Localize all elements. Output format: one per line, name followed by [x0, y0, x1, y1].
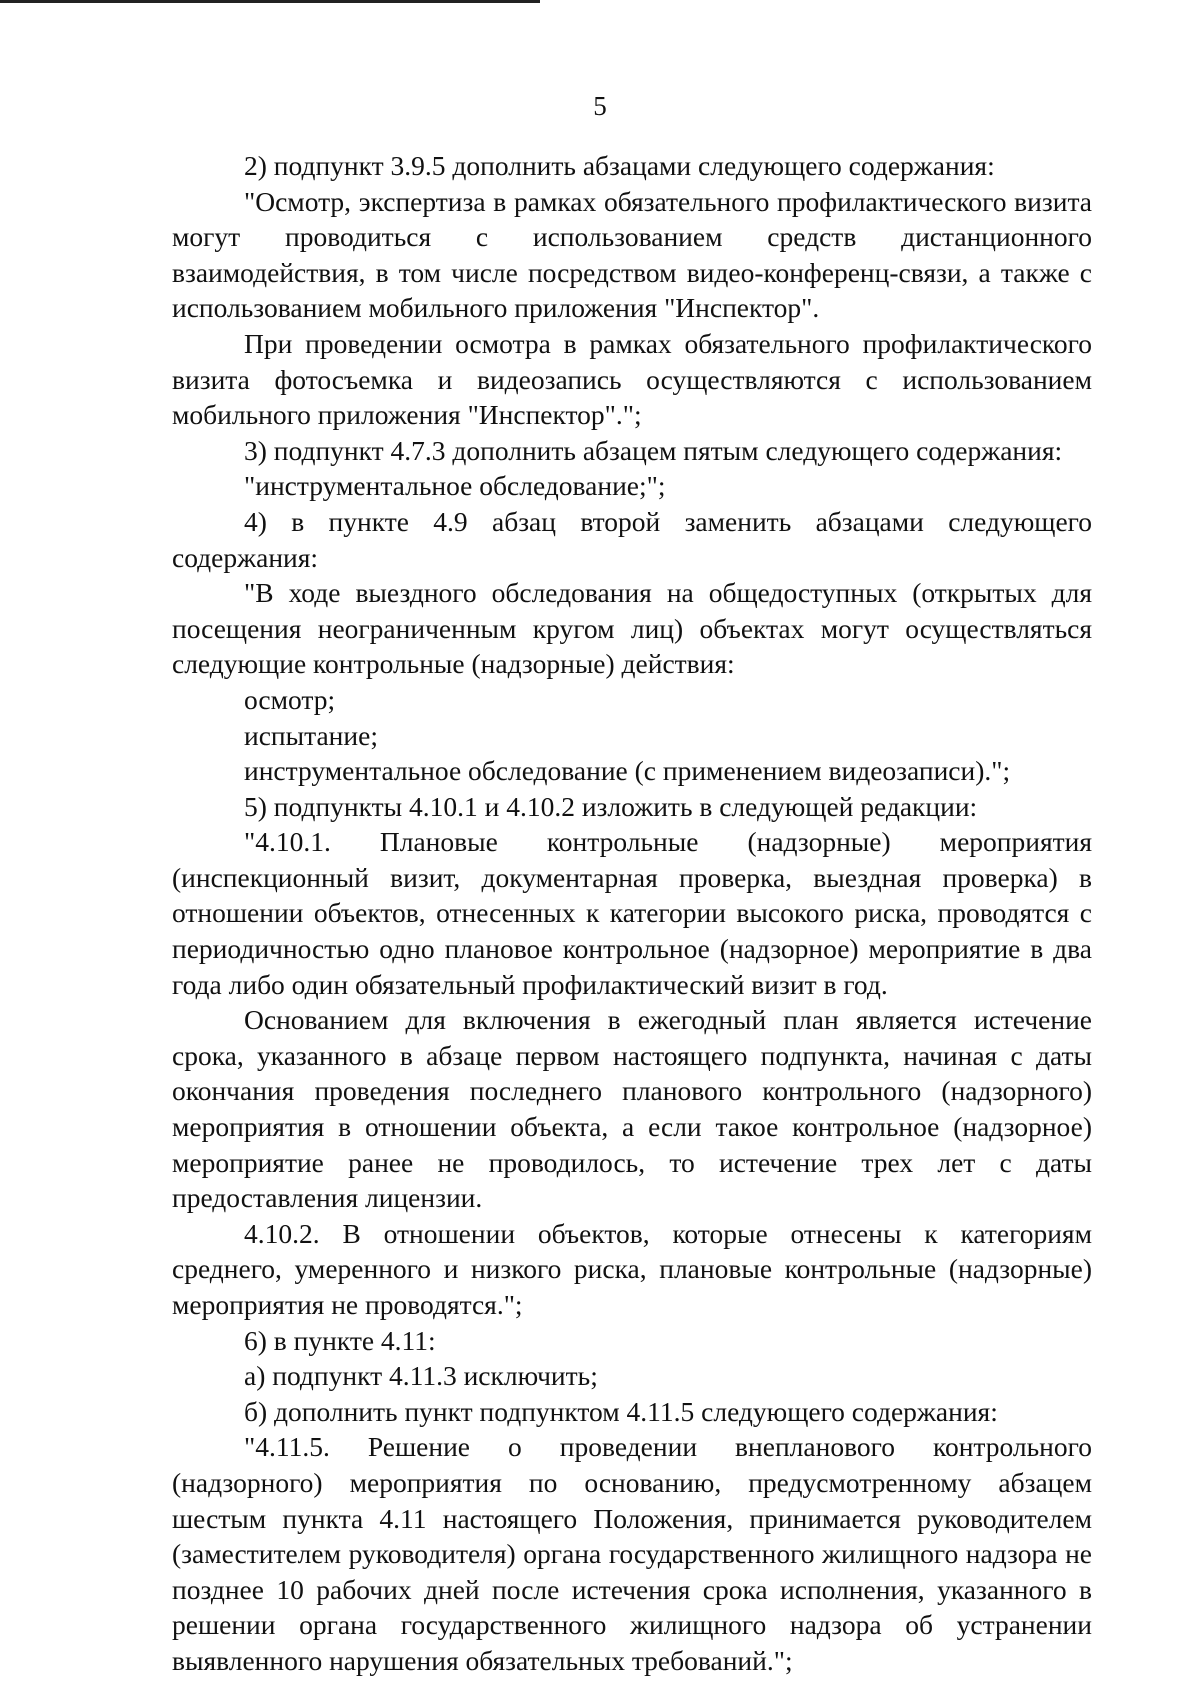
paragraph: испытание; [244, 719, 378, 751]
paragraph: а) подпункт 4.11.3 исключить; [244, 1360, 598, 1392]
paragraph: инструментальное обследование (с применением видеозаписи)."; [244, 755, 1011, 787]
page-number: 5 [593, 91, 607, 121]
paragraph: При проведении осмотра в рамках обязательного профилактического визита фотосъемка и видеозапись осуществляются с использованием мобильного приложения "Инспектор"."; [172, 327, 1092, 431]
paragraph: осмотр; [244, 683, 336, 715]
paragraph: 6) в пункте 4.11: [244, 1324, 436, 1356]
top-rule [0, 0, 540, 3]
paragraph: 3) подпункт 4.7.3 дополнить абзацем пятым следующего содержания: [244, 434, 1063, 466]
paragraph: 4.10.2. В отношении объектов, которые отнесены к категориям среднего, умеренного и низкого риска, плановые контрольные (надзорные) мероприятия не проводятся."; [172, 1217, 1092, 1320]
paragraph: б) дополнить пункт подпунктом 4.11.5 следующего содержания: [244, 1395, 998, 1427]
paragraph: 4) в пункте 4.9 абзац второй заменить абзацами следующего содержания: [172, 505, 1092, 573]
paragraph: 2) подпункт 3.9.5 дополнить абзацами следующего содержания: [244, 150, 995, 181]
paragraph: 5) подпункты 4.10.1 и 4.10.2 изложить в следующей редакции: [244, 790, 978, 822]
document-body [172, 148, 1092, 1679]
paragraph: "В ходе выездного обследования на общедоступных (открытых для посещения неограниченным кругом лиц) объектах могут осуществляться следующие контрольные (надзорные) действия: [172, 577, 1092, 680]
paragraph: "4.10.1. Плановые контрольные (надзорные) мероприятия (инспекционный визит, документарная проверка, выездная проверка) в отношении объектов, отнесенных к категории высокого риска, проводятся с периодичностью одно плановое контрольное (надзорное) мероприятие в два года либо один обязательный профилактический визит в год. [172, 826, 1092, 1000]
paragraph: "Осмотр, экспертиза в рамках обязательного профилактического визита могут проводиться с использованием средств дистанционного взаимодействия, в том числе посредством видео-конференц-связи, а также с использованием мобильного приложения "Инспектор". [172, 185, 1092, 324]
paragraph: Основанием для включения в ежегодный план является истечение срока, указанного в абзаце первом настоящего подпункта, начиная с даты окончания проведения последнего планового контрольного (надзорного) мероприятия в отношении объекта, а если такое контрольное (надзорное) мероприятие ранее не проводилось, то истечение трех лет с даты предоставления лицензии. [172, 1004, 1092, 1214]
paragraph: "4.11.5. Решение о проведении внепланового контрольного (надзорного) мероприятия по основанию, предусмотренному абзацем шестым пункта 4.11 настоящего Положения, принимается руководителем (заместителем руководителя) органа государственного жилищного надзора не позднее 10 рабочих дней после истечения срока исполнения, указанного в решении органа государственного жилищного надзора об устранении выявленного нарушения обязательных требований."; [172, 1431, 1092, 1676]
paragraph: "инструментальное обследование;"; [244, 470, 666, 502]
